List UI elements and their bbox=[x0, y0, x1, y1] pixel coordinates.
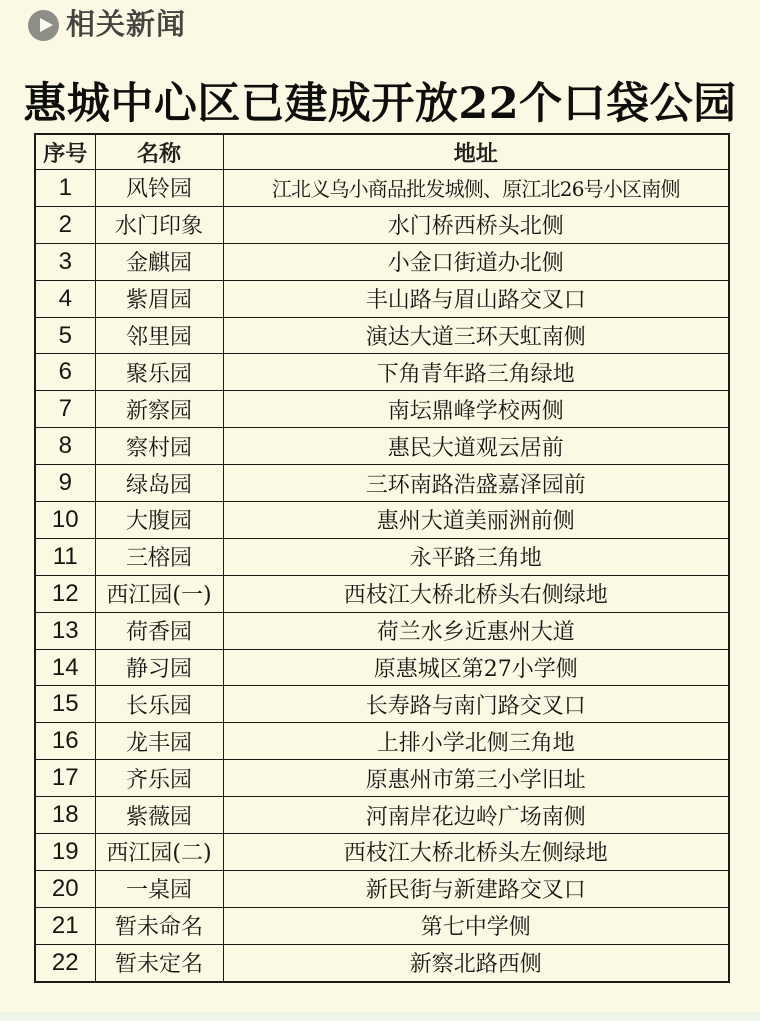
table-row bbox=[35, 575, 729, 612]
park-name-cell: 水门印象 bbox=[95, 206, 223, 243]
park-name-cell: 聚乐园 bbox=[95, 354, 223, 391]
row-index-cell: 19 bbox=[35, 834, 95, 871]
park-address-cell: 原惠州市第三小学旧址 bbox=[223, 760, 729, 797]
row-index-cell: 15 bbox=[35, 686, 95, 723]
park-address-cell: 荷兰水乡近惠州大道 bbox=[223, 612, 729, 649]
table-row bbox=[35, 206, 729, 243]
park-name-cell: 荷香园 bbox=[95, 612, 223, 649]
park-name-cell: 暂未定名 bbox=[95, 944, 223, 981]
park-address-cell: 河南岸花边岭广场南侧 bbox=[223, 797, 729, 834]
table-body bbox=[35, 170, 729, 982]
park-address-cell: 新民街与新建路交叉口 bbox=[223, 870, 729, 907]
row-index-cell: 1 bbox=[35, 170, 95, 207]
column-header-address: 地址 bbox=[223, 134, 729, 170]
table-row bbox=[35, 465, 729, 502]
park-name-cell: 察村园 bbox=[95, 428, 223, 465]
table-row bbox=[35, 243, 729, 280]
row-index-cell: 7 bbox=[35, 391, 95, 428]
park-name-cell: 西江园(二) bbox=[95, 834, 223, 871]
row-index-cell: 22 bbox=[35, 944, 95, 981]
park-name-cell: 紫薇园 bbox=[95, 797, 223, 834]
park-name-cell: 邻里园 bbox=[95, 317, 223, 354]
column-header-index: 序号 bbox=[35, 134, 95, 170]
park-name-cell: 龙丰园 bbox=[95, 723, 223, 760]
park-address-cell: 南坛鼎峰学校两侧 bbox=[223, 391, 729, 428]
row-index-cell: 9 bbox=[35, 465, 95, 502]
table-row bbox=[35, 612, 729, 649]
park-name-cell: 三榕园 bbox=[95, 538, 223, 575]
park-address-cell: 小金口街道办北侧 bbox=[223, 243, 729, 280]
park-address-cell: 江北义乌小商品批发城侧、原江北26号小区南侧 bbox=[223, 170, 729, 207]
park-address-cell: 三环南路浩盛嘉泽园前 bbox=[223, 465, 729, 502]
park-address-cell: 下角青年路三角绿地 bbox=[223, 354, 729, 391]
table-row bbox=[35, 280, 729, 317]
park-address-cell: 惠民大道观云居前 bbox=[223, 428, 729, 465]
park-address-cell: 永平路三角地 bbox=[223, 538, 729, 575]
row-index-cell: 3 bbox=[35, 243, 95, 280]
table-row bbox=[35, 649, 729, 686]
row-index-cell: 11 bbox=[35, 538, 95, 575]
table-row bbox=[35, 944, 729, 981]
park-name-cell: 齐乐园 bbox=[95, 760, 223, 797]
park-name-cell: 大腹园 bbox=[95, 502, 223, 539]
table-row bbox=[35, 797, 729, 834]
table-header-row bbox=[35, 134, 729, 170]
park-name-cell: 西江园(一) bbox=[95, 575, 223, 612]
table-row bbox=[35, 502, 729, 539]
row-index-cell: 20 bbox=[35, 870, 95, 907]
table-row bbox=[35, 907, 729, 944]
park-address-cell: 西枝江大桥北桥头右侧绿地 bbox=[223, 575, 729, 612]
park-name-cell: 一桌园 bbox=[95, 870, 223, 907]
park-address-cell: 上排小学北侧三角地 bbox=[223, 723, 729, 760]
park-address-cell: 西枝江大桥北桥头左侧绿地 bbox=[223, 834, 729, 871]
park-name-cell: 长乐园 bbox=[95, 686, 223, 723]
table-row bbox=[35, 686, 729, 723]
park-address-cell: 新察北路西侧 bbox=[223, 944, 729, 981]
park-address-cell: 第七中学侧 bbox=[223, 907, 729, 944]
row-index-cell: 6 bbox=[35, 354, 95, 391]
park-name-cell: 暂未命名 bbox=[95, 907, 223, 944]
row-index-cell: 8 bbox=[35, 428, 95, 465]
park-name-cell: 紫眉园 bbox=[95, 280, 223, 317]
park-name-cell: 静习园 bbox=[95, 649, 223, 686]
park-address-cell: 丰山路与眉山路交叉口 bbox=[223, 280, 729, 317]
table-row bbox=[35, 170, 729, 207]
park-address-cell: 原惠城区第27小学侧 bbox=[223, 649, 729, 686]
row-index-cell: 2 bbox=[35, 206, 95, 243]
related-news-label: 相关新闻 bbox=[66, 9, 187, 41]
row-index-cell: 10 bbox=[35, 502, 95, 539]
table-row bbox=[35, 317, 729, 354]
park-name-cell: 新察园 bbox=[95, 391, 223, 428]
row-index-cell: 12 bbox=[35, 575, 95, 612]
pocket-parks-table bbox=[34, 133, 730, 983]
row-index-cell: 17 bbox=[35, 760, 95, 797]
park-address-cell: 惠州大道美丽洲前侧 bbox=[223, 502, 729, 539]
park-address-cell: 水门桥西桥头北侧 bbox=[223, 206, 729, 243]
table-row bbox=[35, 834, 729, 871]
page-title: 惠城中心区已建成开放22个口袋公园 bbox=[23, 78, 737, 129]
park-address-cell: 长寿路与南门路交叉口 bbox=[223, 686, 729, 723]
table-row bbox=[35, 428, 729, 465]
table-row bbox=[35, 760, 729, 797]
park-name-cell: 绿岛园 bbox=[95, 465, 223, 502]
row-index-cell: 21 bbox=[35, 907, 95, 944]
play-icon bbox=[28, 10, 59, 41]
row-index-cell: 14 bbox=[35, 649, 95, 686]
row-index-cell: 18 bbox=[35, 797, 95, 834]
table-row bbox=[35, 391, 729, 428]
table-row bbox=[35, 723, 729, 760]
row-index-cell: 5 bbox=[35, 317, 95, 354]
bottom-strip bbox=[0, 1012, 760, 1021]
related-news-header bbox=[28, 10, 186, 41]
park-name-cell: 金麒园 bbox=[95, 243, 223, 280]
table-row bbox=[35, 354, 729, 391]
table-row bbox=[35, 870, 729, 907]
row-index-cell: 4 bbox=[35, 280, 95, 317]
row-index-cell: 16 bbox=[35, 723, 95, 760]
table-row bbox=[35, 538, 729, 575]
row-index-cell: 13 bbox=[35, 612, 95, 649]
park-address-cell: 演达大道三环天虹南侧 bbox=[223, 317, 729, 354]
park-name-cell: 风铃园 bbox=[95, 170, 223, 207]
column-header-name: 名称 bbox=[95, 134, 223, 170]
